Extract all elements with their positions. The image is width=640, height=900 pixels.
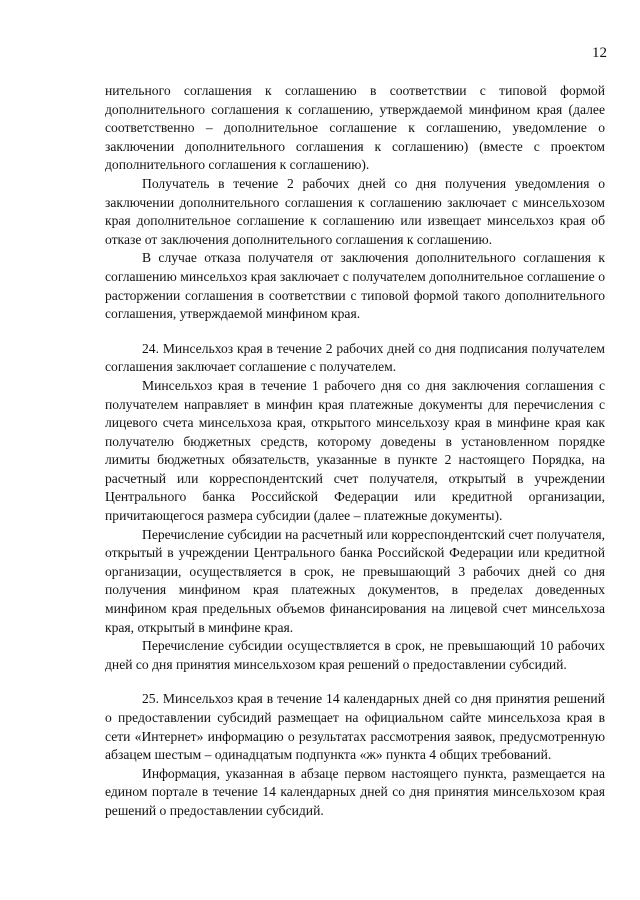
paragraph-subsidy-transfer: Перечисление субсидии на расчетный или корреспондентский счет получателя, открытый в учреждении Центрального банка Российской Федерации или кредитной организации, осуществляется в срок, не превышающий 3 рабочих дней со дня получения минфином края платежных документов, в пределах доведенных минфином края предельных объемов финансирования на лицевой счет минсельхоза края, открытый в минфине края. <box>105 526 605 635</box>
page-number: 12 <box>592 45 607 61</box>
paragraph-clause-24: 24. Минсельхоз края в течение 2 рабочих дней со дня подписания получателем соглашения заключает соглашение с получателем. <box>105 340 605 375</box>
paragraph-payment-documents: Минсельхоз края в течение 1 рабочего дня со дня заключения соглашения с получателем направляет в минфин края платежные документы для перечисления с лицевого счета минсельхоза края, открытого минсельхозу края в минфине края как получателю бюджетных средств, которому доведены в установленном порядке лимиты бюджетных обязательств, указанные в пункте 2 настоящего Порядка, на расчетный или корреспондентский счет получателя, открытый в учреждении Центрального банка Российской Федерации или кредитной организации, причитающегося размера субсидии (далее – платежные документы). <box>105 377 605 524</box>
paragraph-clause-25: 25. Минсельхоз края в течение 14 календарных дней со дня принятия решений о предоставлении субсидий размещает на официальном сайте минсельхоза края в сети «Интернет» информацию о результатах рассмотрения заявок, предусмотренную абзацем шестым – одинадцатым подпункта «ж» пункта 4 общих требований. <box>105 691 605 763</box>
paragraph-transfer-term: Перечисление субсидии осуществляется в срок, не превышающий 10 рабочих дней со дня принятия минсельхозом края решений о предоставлении субсидий. <box>105 638 605 672</box>
paragraph-recipient-notice: Получатель в течение 2 рабочих дней со дня получения уведомления о заключении дополнительного соглашения к соглашению заключает с минсельхозом края дополнительное соглашение к соглашению или извещает минсельхоз края об отказе от заключения дополнительного соглашения к соглашению. <box>105 175 605 247</box>
paragraph-continuation: нительного соглашения к соглашению в соответствии с типовой формой дополнительного соглашения к соглашению, утверждаемой минфином края (далее соответственно – дополнительное соглашение к соглашению, уведомление о заключении дополнительного соглашения к соглашению) (вместе с проектом дополнительного соглашения к соглашению). <box>105 83 605 173</box>
paragraph-portal-info: Информация, указанная в абзаце первом настоящего пункта, размещается на едином портале в течение 14 календарных дней со дня принятия минсельхозом края решений о предоставлении субсидий. <box>105 765 605 818</box>
paragraph-refusal: В случае отказа получателя от заключения дополнительного соглашения к соглашению минсельхоз края заключает с получателем дополнительное соглашение о расторжении соглашения в соответствии с типовой формой такого дополнительного соглашения, утверждаемой минфином края. <box>105 250 605 322</box>
document-body <box>105 82 605 821</box>
